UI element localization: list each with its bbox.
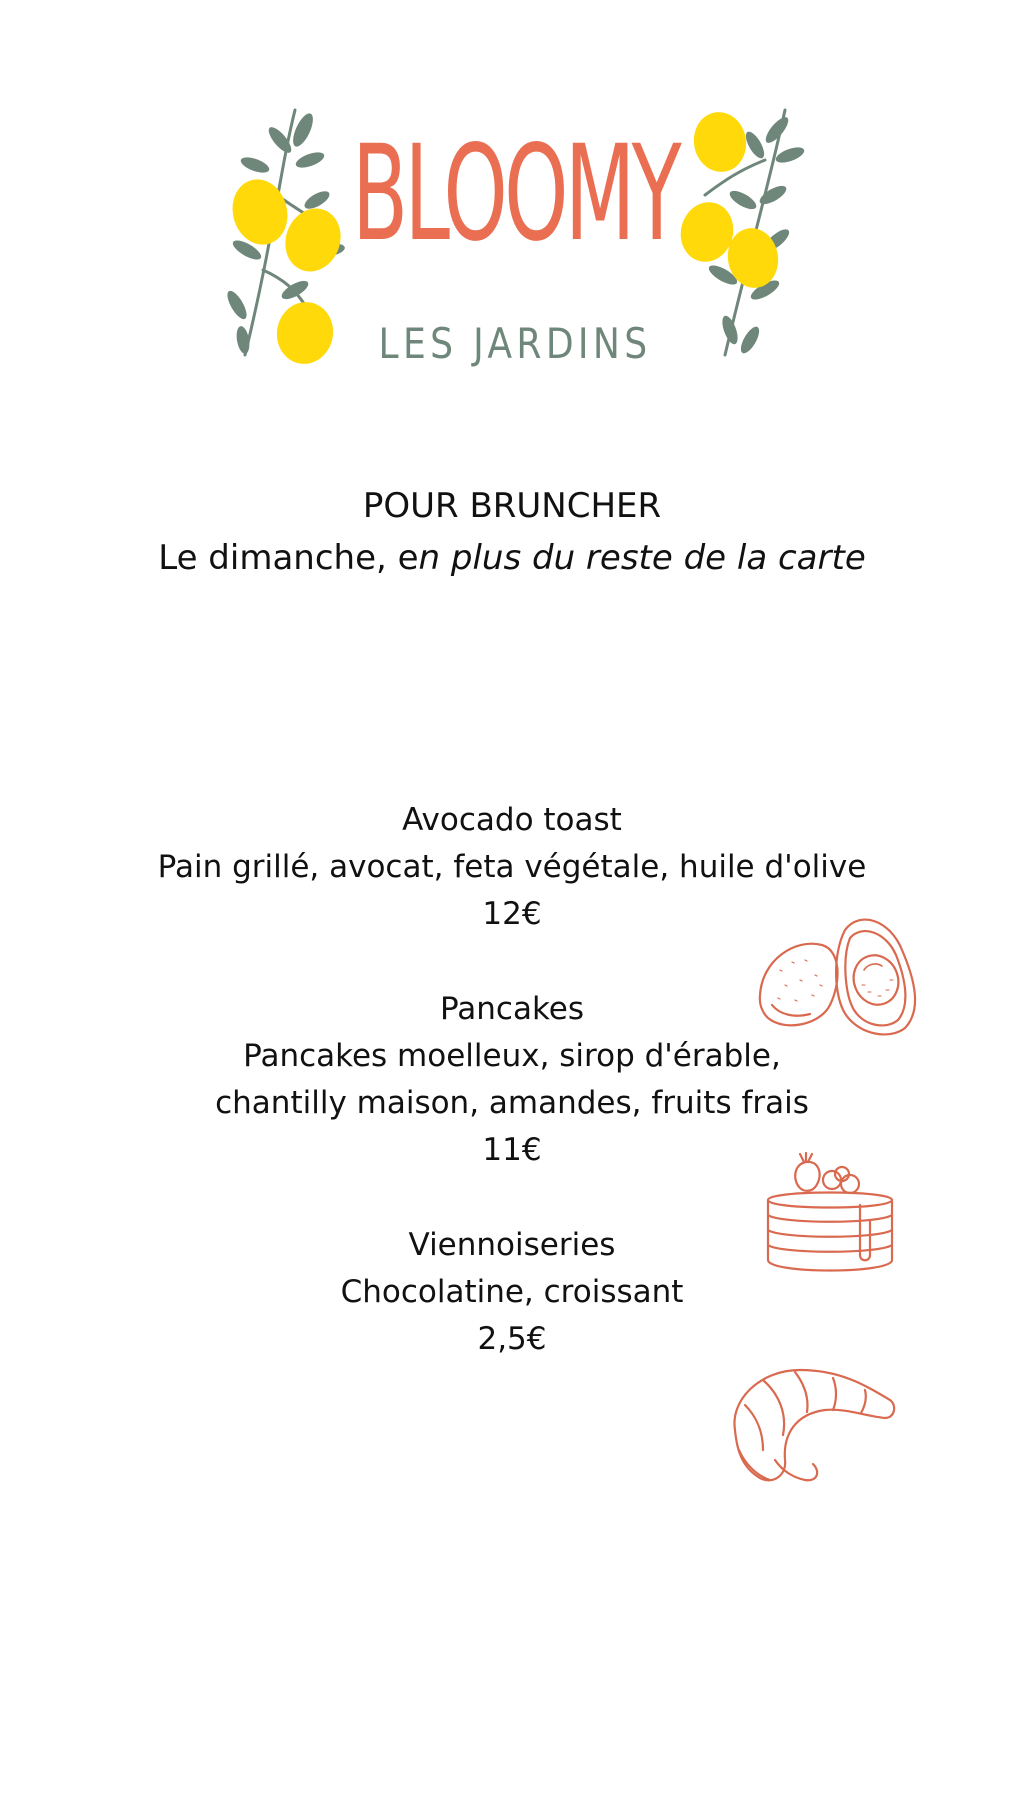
menu-item-price: 12€ bbox=[482, 896, 542, 932]
menu-item-description: Chocolatine, croissant bbox=[340, 1274, 684, 1310]
menu-item-description: Pain grillé, avocat, feta végétale, huile d'olive bbox=[157, 849, 867, 885]
menu-item-price: 11€ bbox=[482, 1132, 542, 1168]
menu-item-description: Pancakes moelleux, sirop d'érable, bbox=[243, 1038, 781, 1074]
menu-heading bbox=[0, 480, 1024, 584]
logo-subtitle: LES JARDINS bbox=[378, 319, 652, 368]
menu-item-name: Avocado toast bbox=[402, 802, 622, 838]
menu-subtitle-plain: Le dimanche, e bbox=[158, 538, 419, 578]
pancakes-icon bbox=[760, 1150, 900, 1280]
menu-item-name: Viennoiseries bbox=[408, 1227, 616, 1263]
menu-subtitle bbox=[0, 532, 1024, 584]
menu-title: POUR BRUNCHER bbox=[362, 486, 662, 526]
logo-wordmark: BLOOMY bbox=[352, 117, 678, 271]
menu-item-price: 2,5€ bbox=[477, 1321, 547, 1357]
menu-item-name: Pancakes bbox=[439, 991, 585, 1027]
avocado-icon bbox=[750, 910, 930, 1040]
menu-subtitle-italic: n plus du reste de la carte bbox=[418, 538, 866, 578]
croissant-icon bbox=[725, 1360, 900, 1490]
menu-item-description: chantilly maison, amandes, fruits frais bbox=[215, 1085, 809, 1121]
brand-logo bbox=[225, 100, 805, 380]
